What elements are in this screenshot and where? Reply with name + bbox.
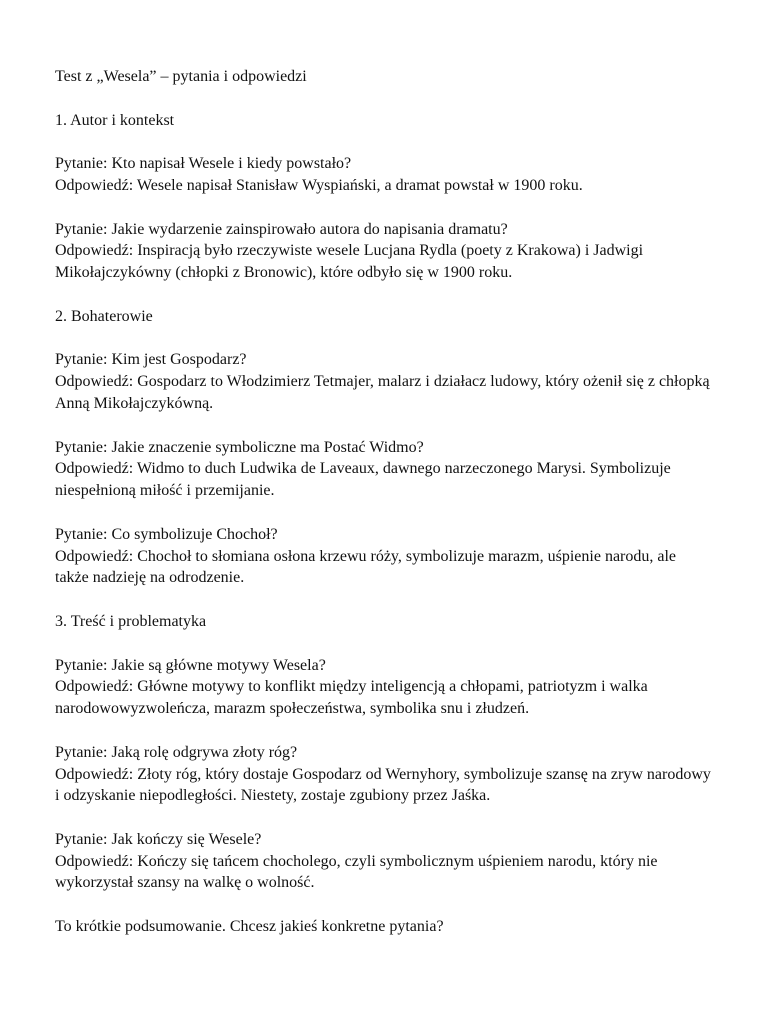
section-autor-i-kontekst [55, 110, 725, 284]
answer-line: niespełnioną miłość i przemijanie. [55, 482, 275, 500]
section-tresc-i-problematyka [55, 611, 725, 894]
qa-item [55, 655, 725, 720]
section-heading: 2. Bohaterowie [55, 307, 153, 325]
answer-line: Odpowiedź: Chochoł to słomiana osłona krzewu róży, symbolizuje marazm, uśpienie narodu, ale [55, 547, 677, 565]
answer-line: także nadzieję na odrodzenie. [55, 569, 245, 587]
qa-item [55, 219, 725, 284]
question-line: Pytanie: Jakie wydarzenie zainspirowało autora do napisania dramatu? [55, 220, 508, 238]
question-line: Pytanie: Co symbolizuje Chochoł? [55, 525, 278, 543]
answer-line: Anną Mikołajczykówną. [55, 394, 214, 412]
closing-text: To krótkie podsumowanie. Chcesz jakieś konkretne pytania? [55, 918, 444, 936]
question-line: Pytanie: Jakie znaczenie symboliczne ma Postać Widmo? [55, 438, 424, 456]
qa-item [55, 829, 725, 894]
question-line: Pytanie: Jakie są główne motywy Wesela? [55, 656, 326, 674]
section-bohaterowie [55, 306, 725, 589]
document-page [55, 66, 725, 960]
question-line: Pytanie: Kto napisał Wesele i kiedy powstało? [55, 155, 352, 173]
qa-item [55, 349, 725, 414]
qa-item [55, 153, 725, 197]
question-line: Pytanie: Jak kończy się Wesele? [55, 830, 262, 848]
answer-line: narodowowyzwoleńcza, marazm społeczeństwa, symbolika snu i złudzeń. [55, 700, 530, 718]
answer-line: Odpowiedź: Wesele napisał Stanisław Wyspiański, a dramat powstał w 1900 roku. [55, 176, 583, 194]
qa-item [55, 437, 725, 502]
answer-line: i odzyskanie niepodległości. Niestety, zostaje zgubiony przez Jaśka. [55, 787, 491, 805]
answer-line: Odpowiedź: Kończy się tańcem chocholego, czyli symbolicznym uśpieniem narodu, który nie [55, 852, 658, 870]
document-title: Test z „Wesela” – pytania i odpowiedzi [55, 68, 307, 85]
section-heading: 1. Autor i kontekst [55, 111, 175, 129]
section-heading: 3. Treść i problematyka [55, 612, 207, 630]
answer-line: wykorzystał szansy na walkę o wolność. [55, 874, 315, 892]
answer-line: Odpowiedź: Główne motywy to konflikt między inteligencją a chłopami, patriotyzm i walka [55, 678, 648, 696]
answer-line: Odpowiedź: Inspiracją było rzeczywiste wesele Lucjana Rydla (poety z Krakowa) i Jadwigi [55, 242, 644, 260]
qa-item [55, 524, 725, 589]
question-line: Pytanie: Kim jest Gospodarz? [55, 351, 247, 369]
answer-line: Odpowiedź: Złoty róg, który dostaje Gospodarz od Wernyhory, symbolizuje szansę na zryw narodowy [55, 765, 711, 783]
answer-line: Odpowiedź: Gospodarz to Włodzimierz Tetmajer, malarz i działacz ludowy, który ożenił się z chłopką [55, 373, 710, 391]
answer-line: Mikołajczykówny (chłopki z Bronowic), które odbyło się w 1900 roku. [55, 264, 513, 282]
answer-line: Odpowiedź: Widmo to duch Ludwika de Laveaux, dawnego narzeczonego Marysi. Symbolizuje [55, 460, 671, 478]
question-line: Pytanie: Jaką rolę odgrywa złoty róg? [55, 743, 298, 761]
qa-item [55, 742, 725, 807]
